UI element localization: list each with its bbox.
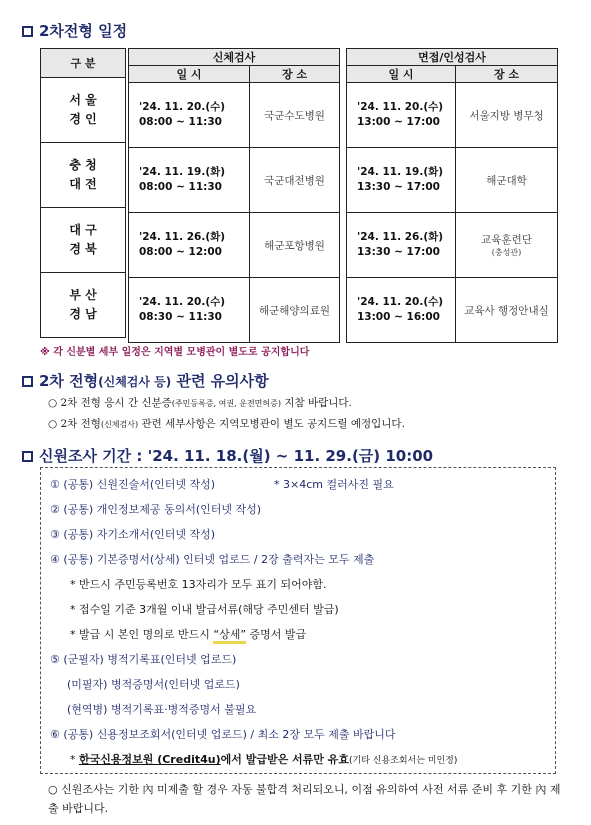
interview-place-cell: 해군대학: [456, 148, 558, 213]
doc-item-2: ② (공통) 개인정보제공 동의서(인터넷 작성): [50, 503, 262, 516]
doc-subitem-2: * 접수일 기준 3개월 이내 발급서류(해당 주민센터 발급): [70, 603, 339, 616]
doc-item-5: ⑤ (군필자) 병적기록표(인터넷 업로드): [50, 653, 237, 666]
square-bullet-icon: [22, 26, 33, 37]
schedule-group-table: [40, 48, 126, 338]
interview-table: [346, 48, 558, 343]
physical-place-header: 장 소: [250, 66, 340, 83]
interview-date-cell: '24. 11. 26.(화) 13:30 ~ 17:00: [347, 213, 456, 278]
physical-date-cell: '24. 11. 26.(화) 08:00 ~ 12:00: [129, 213, 250, 278]
doc-item-6: ⑥ (공통) 신용정보조회서(인터넷 업로드) / 최소 2장 모두 제출 바랍니다: [50, 728, 396, 741]
interview-date-cell: '24. 11. 20.(수) 13:00 ~ 17:00: [347, 83, 456, 148]
section2-heading: 2차 전형(신체검사 등) 관련 유의사항: [22, 370, 269, 391]
region-busan: 부 산 경 남: [41, 273, 126, 338]
doc-item-4: ④ (공통) 기본증명서(상세) 인터넷 업로드 / 2장 출력자는 모두 제출: [50, 553, 375, 566]
section3-heading: 신원조사 기간 : '24. 11. 18.(월) ~ 11. 29.(금) 10:00: [22, 445, 433, 466]
doc-item-1-note: * 3×4cm 컬러사진 필요: [274, 478, 394, 491]
interview-place-cell: 교육훈련단 (충성관): [456, 213, 558, 278]
interview-date-cell: '24. 11. 19.(화) 13:30 ~ 17:00: [347, 148, 456, 213]
interview-title: 면접/인성검사: [347, 49, 558, 66]
region-seoul: 서 울 경 인: [41, 78, 126, 143]
doc-subitem-1: * 반드시 주민등록번호 13자리가 모두 표기 되어야함.: [70, 578, 327, 591]
physical-date-cell: '24. 11. 20.(수) 08:30 ~ 11:30: [129, 278, 250, 343]
interview-place-cell: 서울지방 병무청: [456, 83, 558, 148]
physical-place-cell: 해군포항병원: [250, 213, 340, 278]
physical-place-cell: 국군수도병원: [250, 83, 340, 148]
physical-date-cell: '24. 11. 19.(화) 08:00 ~ 11:30: [129, 148, 250, 213]
group-header: 구 분: [41, 49, 126, 78]
schedule-note: ※ 각 신분별 세부 일정은 지역별 모병관이 별도로 공지합니다: [40, 347, 310, 358]
physical-place-cell: 해군해양의료원: [250, 278, 340, 343]
physical-place-cell: 국군대전병원: [250, 148, 340, 213]
interview-date-header: 일 시: [347, 66, 456, 83]
doc-item-3: ③ (공통) 자기소개서(인터넷 작성): [50, 528, 216, 541]
section2-item-2: ○ 2차 전형(신체검사) 관련 세부사항은 지역모병관이 별도 공지드릴 예정입니다.: [48, 418, 405, 430]
doc-item-5c: (현역병) 병적기록표·병적증명서 불필요: [67, 703, 257, 716]
physical-date-cell: '24. 11. 20.(수) 08:00 ~ 11:30: [129, 83, 250, 148]
region-daegu: 대 구 경 북: [41, 208, 126, 273]
physical-date-header: 일 시: [129, 66, 250, 83]
physical-exam-table: [128, 48, 340, 343]
section1-heading: 2차전형 일정: [22, 20, 127, 41]
doc-item-1: ① (공통) 신원진술서(인터넷 작성): [50, 478, 216, 491]
square-bullet-icon: [22, 451, 33, 462]
doc-subitem-3: * 발급 시 본인 명의로 반드시 “상세” 증명서 발급: [70, 626, 306, 642]
interview-date-cell: '24. 11. 20.(수) 13:00 ~ 16:00: [347, 278, 456, 343]
doc-item-5b: (미필자) 병적증명서(인터넷 업로드): [67, 678, 240, 691]
region-chungcheong: 충 청 대 전: [41, 143, 126, 208]
footer-note: ○ 신원조사는 기한 內 미제출 할 경우 자동 불합격 처리되오니, 이점 유의하여 사전 서류 준비 후 기한 內 제출 바랍니다.: [48, 783, 561, 815]
interview-place-header: 장 소: [456, 66, 558, 83]
interview-place-cell: 교육사 행정안내실: [456, 278, 558, 343]
section2-item-1: ○ 2차 전형 응시 간 신분증(주민등록증, 여권, 운전면허증) 지참 바랍니다.: [48, 397, 352, 409]
doc-subitem-4: * 한국신용정보원 (Credit4u)에서 발급받은 서류만 유효(기타 신용조회서는 미인정): [70, 753, 458, 766]
physical-exam-title: 신체검사: [129, 49, 340, 66]
square-bullet-icon: [22, 376, 33, 387]
